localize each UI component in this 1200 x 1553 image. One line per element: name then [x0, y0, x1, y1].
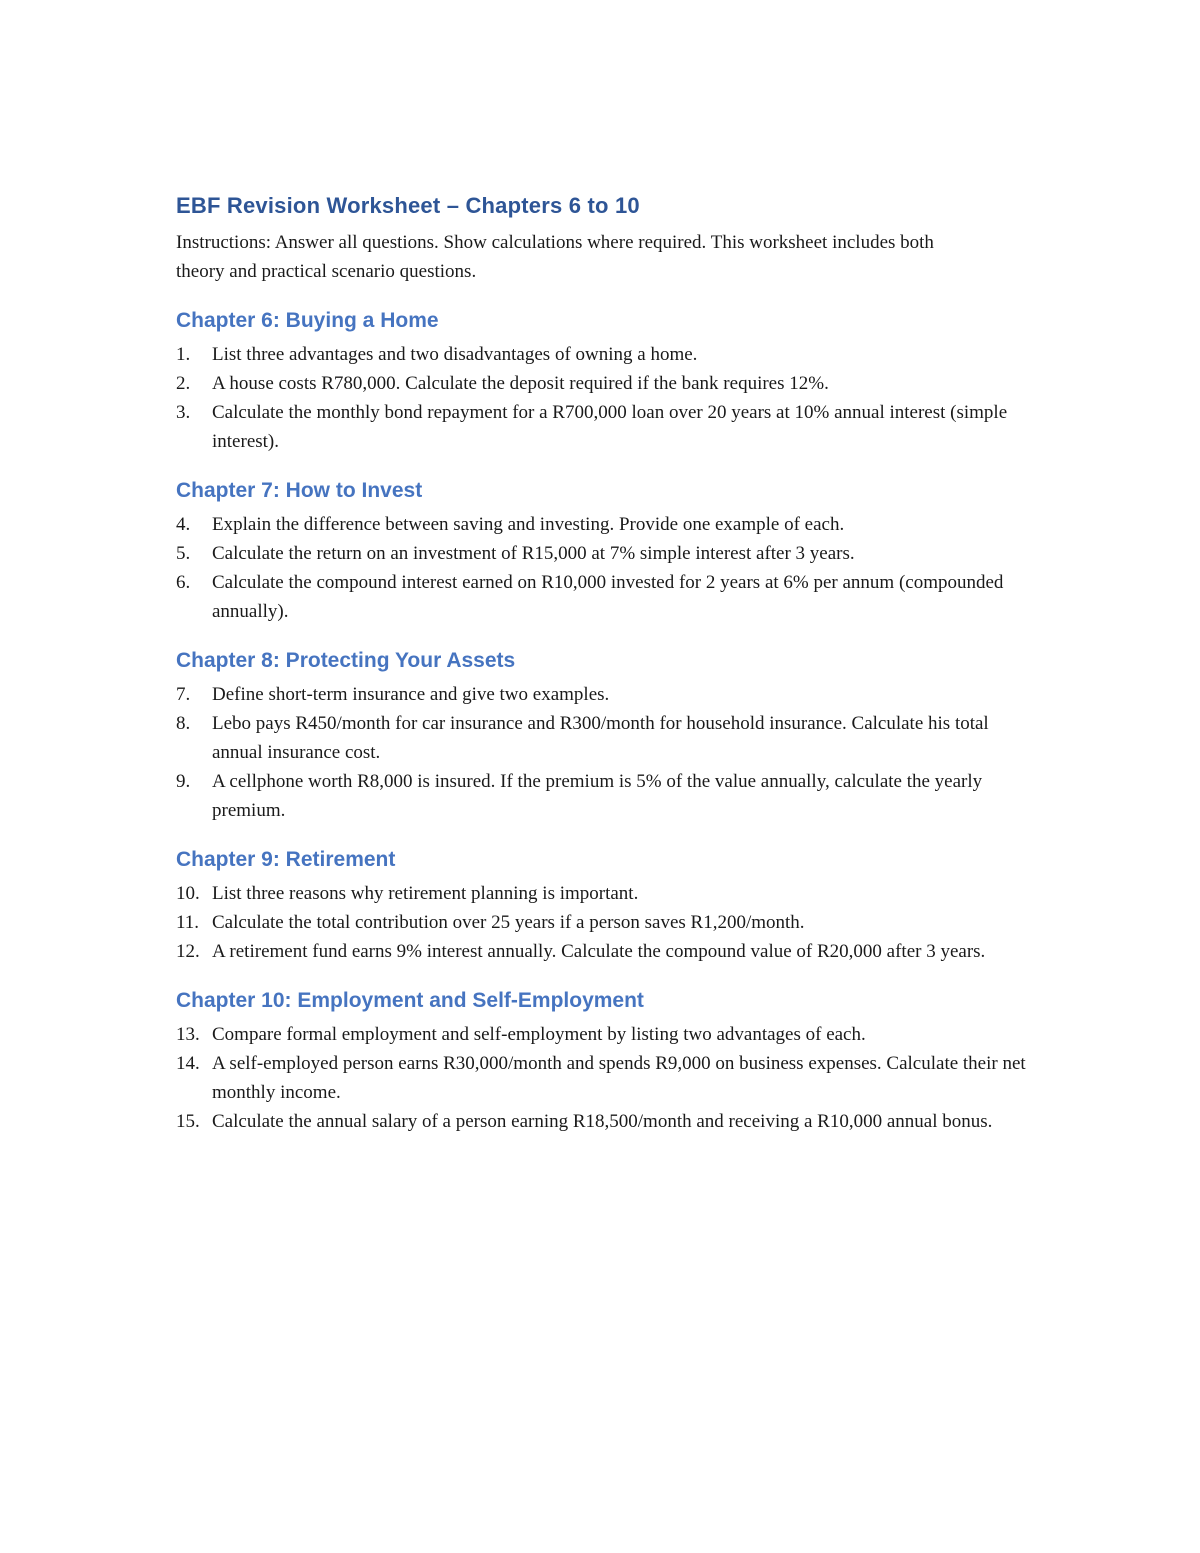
document-title: EBF Revision Worksheet – Chapters 6 to 10 — [176, 193, 640, 218]
question-number: 15. — [176, 1111, 200, 1132]
question-list — [176, 879, 1036, 966]
question-item — [176, 767, 1036, 825]
chapter-6-section — [176, 306, 1036, 456]
instructions-text: Instructions: Answer all questions. Show calculations where required. This worksheet includes both theory and practical scenario questions. — [176, 232, 934, 282]
question-text: Explain the difference between saving and investing. Provide one example of each. — [212, 514, 845, 535]
question-text: A self-employed person earns R30,000/month and spends R9,000 on business expenses. Calculate their net monthly income. — [212, 1053, 1026, 1103]
question-list — [176, 340, 1036, 456]
question-number: 13. — [176, 1024, 200, 1045]
chapter-heading: Chapter 8: Protecting Your Assets — [176, 649, 516, 672]
question-text: Calculate the total contribution over 25 years if a person saves R1,200/month. — [212, 912, 805, 933]
chapter-7-section — [176, 476, 1036, 626]
question-number: 4. — [176, 514, 191, 535]
question-text: Calculate the monthly bond repayment for a R700,000 loan over 20 years at 10% annual interest (simple interest). — [212, 402, 1008, 452]
question-item — [176, 340, 1036, 369]
question-list — [176, 680, 1036, 825]
chapter-heading: Chapter 9: Retirement — [176, 848, 396, 871]
chapter-heading: Chapter 6: Buying a Home — [176, 309, 439, 332]
question-number: 7. — [176, 684, 191, 705]
question-item — [176, 709, 1036, 767]
question-text: Compare formal employment and self-employment by listing two advantages of each. — [212, 1024, 866, 1045]
chapter-8-section — [176, 646, 1036, 825]
question-text: A retirement fund earns 9% interest annually. Calculate the compound value of R20,000 after 3 years. — [212, 941, 986, 962]
question-text: A cellphone worth R8,000 is insured. If the premium is 5% of the value annually, calculate the yearly premium. — [212, 771, 983, 821]
question-text: A house costs R780,000. Calculate the deposit required if the bank requires 12%. — [212, 373, 829, 394]
question-item — [176, 568, 1036, 626]
question-text: Calculate the compound interest earned on R10,000 invested for 2 years at 6% per annum (compounded annually). — [212, 572, 1004, 622]
question-item — [176, 908, 1036, 937]
question-number: 3. — [176, 402, 191, 423]
question-item — [176, 1107, 1036, 1136]
question-item — [176, 510, 1036, 539]
question-number: 8. — [176, 713, 191, 734]
question-number: 11. — [176, 912, 200, 933]
question-text: Calculate the annual salary of a person earning R18,500/month and receiving a R10,000 annual bonus. — [212, 1111, 993, 1132]
question-item — [176, 879, 1036, 908]
question-item — [176, 369, 1036, 398]
chapter-9-section — [176, 845, 1036, 966]
question-text: List three reasons why retirement planning is important. — [212, 883, 639, 904]
question-text: List three advantages and two disadvantages of owning a home. — [212, 344, 698, 365]
chapter-10-section — [176, 986, 1036, 1136]
question-item — [176, 398, 1036, 456]
question-item — [176, 1020, 1036, 1049]
question-number: 14. — [176, 1053, 200, 1074]
question-number: 6. — [176, 572, 191, 593]
question-text: Define short-term insurance and give two examples. — [212, 684, 610, 705]
question-number: 10. — [176, 883, 200, 904]
question-number: 2. — [176, 373, 191, 394]
question-list — [176, 510, 1036, 626]
question-text: Lebo pays R450/month for car insurance and R300/month for household insurance. Calculate his total annual insurance cost. — [212, 713, 989, 763]
question-number: 9. — [176, 771, 191, 792]
worksheet-page — [176, 190, 1036, 1136]
question-number: 5. — [176, 543, 191, 564]
question-item — [176, 680, 1036, 709]
question-number: 1. — [176, 344, 191, 365]
chapter-heading: Chapter 10: Employment and Self-Employment — [176, 989, 644, 1012]
question-list — [176, 1020, 1036, 1136]
chapter-heading: Chapter 7: How to Invest — [176, 479, 423, 502]
question-item — [176, 937, 1036, 966]
question-number: 12. — [176, 941, 200, 962]
question-text: Calculate the return on an investment of R15,000 at 7% simple interest after 3 years. — [212, 543, 855, 564]
question-item — [176, 1049, 1036, 1107]
question-item — [176, 539, 1036, 568]
